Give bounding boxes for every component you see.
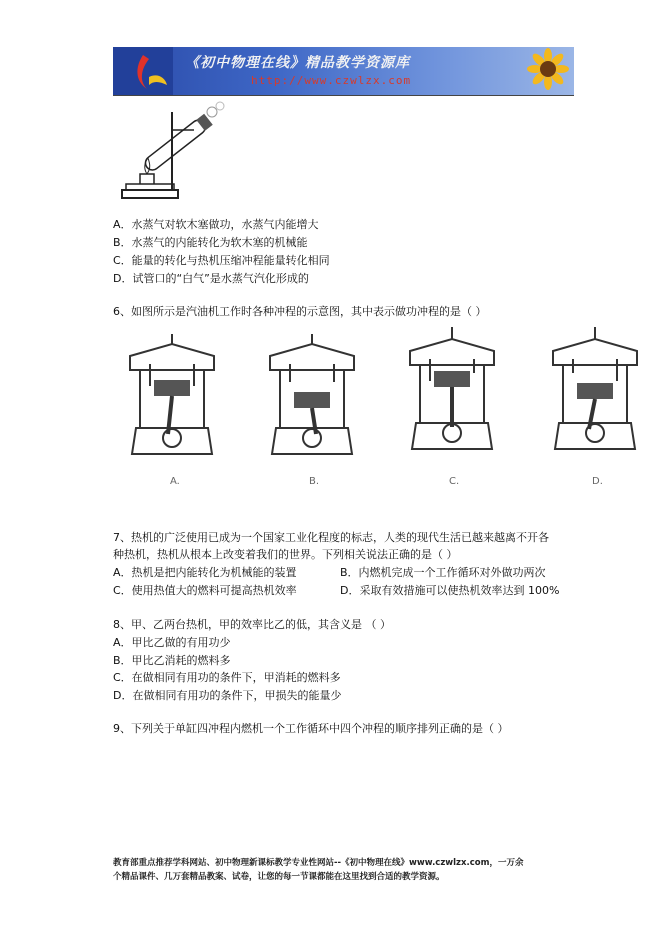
engine-label-b: B. bbox=[309, 476, 320, 487]
q7-option-b: B．内燃机完成一个工作循环对外做功两次 bbox=[340, 566, 546, 579]
engine-diagram-b bbox=[262, 330, 362, 460]
q5-option-d: D．试管口的“白气”是水蒸气汽化形成的 bbox=[113, 272, 309, 285]
q8-option-c: C．在做相同有用功的条件下，甲消耗的燃料多 bbox=[113, 671, 341, 684]
engine-label-c: C. bbox=[449, 476, 460, 487]
q5-option-c: C．能量的转化与热机压缩冲程能量转化相同 bbox=[113, 254, 330, 267]
q7-stem-line1: 7、热机的广泛使用已成为一个国家工业化程度的标志，人类的现代生活已越来越离不开各 bbox=[113, 531, 549, 544]
engine-label-d: D. bbox=[592, 476, 603, 487]
site-title: 《初中物理在线》精品教学资源库 bbox=[185, 55, 410, 71]
q7-option-a: A．热机是把内能转化为机械能的装置 bbox=[113, 566, 297, 579]
q9-stem: 9、下列关于单缸四冲程内燃机一个工作循环中四个冲程的顺序排列正确的是（ ） bbox=[113, 722, 509, 735]
q5-option-a: A．水蒸气对软木塞做功，水蒸气内能增大 bbox=[113, 218, 319, 231]
q8-option-a: A．甲比乙做的有用功少 bbox=[113, 636, 231, 649]
q8-option-b: B．甲比乙消耗的燃料多 bbox=[113, 654, 231, 667]
apparatus-figure bbox=[120, 98, 230, 208]
q8-stem: 8、甲、乙两台热机，甲的效率比乙的低，其含义是 （ ） bbox=[113, 618, 391, 631]
engine-diagram-c bbox=[402, 325, 502, 455]
q5-option-b: B．水蒸气的内能转化为软木塞的机械能 bbox=[113, 236, 308, 249]
site-logo bbox=[113, 47, 173, 95]
engine-diagram-a bbox=[122, 330, 222, 460]
engine-diagram-d bbox=[545, 325, 645, 455]
footer-line2: 个精品课件、几万套精品教案、试卷，让您的每一节课都能在这里找到合适的教学资源。 bbox=[113, 872, 445, 882]
q7-option-d: D．采取有效措施可以使热机效率达到 100% bbox=[340, 584, 560, 597]
q7-stem-line2: 种热机，热机从根本上改变着我们的世界。下列相关说法正确的是（ ） bbox=[113, 548, 458, 561]
footer-line1: 教育部重点推荐学科网站、初中物理新课标教学专业性网站--《初中物理在线》www.czwlzx.com，一万余 bbox=[113, 858, 524, 868]
sunflower-image bbox=[514, 47, 574, 95]
engine-label-a: A. bbox=[170, 476, 180, 487]
q7-option-c: C．使用热值大的燃料可提高热机效率 bbox=[113, 584, 297, 597]
header-banner bbox=[113, 47, 574, 95]
q6-stem: 6、如图所示是汽油机工作时各种冲程的示意图，其中表示做功冲程的是（ ） bbox=[113, 305, 487, 318]
q8-option-d: D．在做相同有用功的条件下，甲损失的能量少 bbox=[113, 689, 342, 702]
site-url[interactable]: http://www.czwlzx.com bbox=[251, 74, 412, 87]
header-rule bbox=[113, 95, 574, 96]
